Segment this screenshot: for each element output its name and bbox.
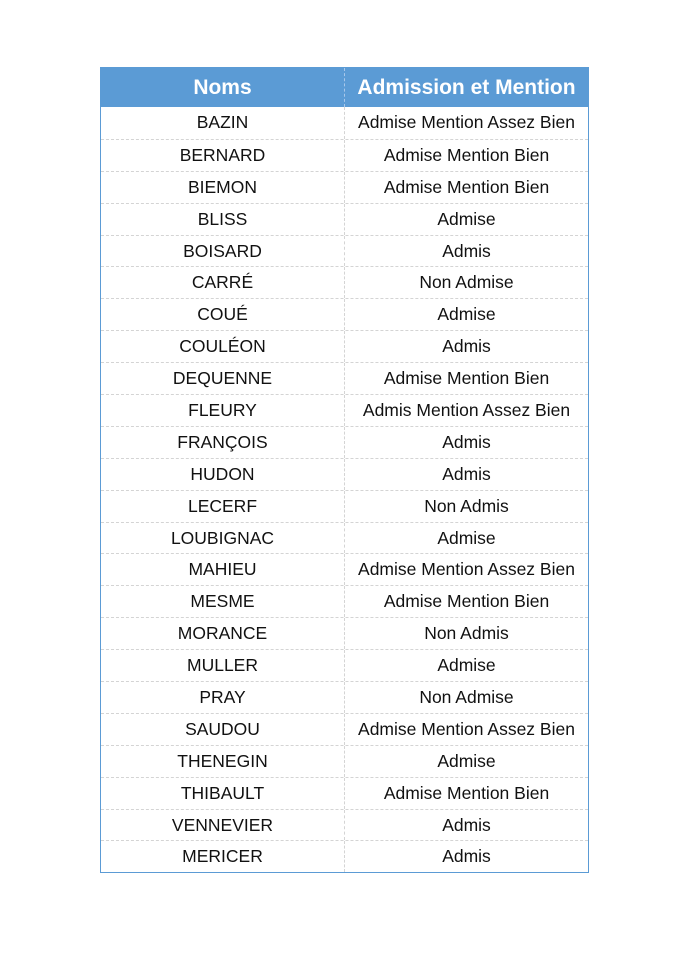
table-row — [101, 745, 588, 777]
student-name-cell: BERNARD — [101, 140, 345, 171]
student-name-cell: BAZIN — [101, 107, 345, 139]
admission-status-cell: Non Admis — [424, 495, 509, 516]
admission-status-cell: Admis — [442, 336, 491, 357]
table-row — [101, 298, 588, 330]
student-name-cell: CARRÉ — [101, 267, 345, 298]
table-row — [101, 490, 588, 522]
admission-status-cell: Admis — [442, 431, 491, 452]
student-name-cell: THENEGIN — [101, 746, 345, 777]
student-name-cell: MERICER — [101, 841, 345, 872]
student-name-cell: LOUBIGNAC — [101, 523, 345, 554]
student-name-cell: COULÉON — [101, 331, 345, 362]
table-row — [101, 458, 588, 490]
column-header-names: Noms — [101, 68, 345, 107]
student-name-cell: BIEMON — [101, 172, 345, 203]
student-name-cell: MULLER — [101, 650, 345, 681]
table-row — [101, 394, 588, 426]
table-row — [101, 235, 588, 267]
admission-status-cell: Admise Mention Bien — [383, 176, 550, 197]
table-row — [101, 107, 588, 139]
admission-status-cell: Admis Mention Assez Bien — [362, 399, 571, 420]
admission-status-cell: Non Admise — [419, 272, 514, 293]
table-row — [101, 426, 588, 458]
admission-status-cell: Non Admis — [424, 623, 509, 644]
student-name-cell: BOISARD — [101, 236, 345, 267]
table-row — [101, 553, 588, 585]
table-row — [101, 330, 588, 362]
student-name-cell: DEQUENNE — [101, 363, 345, 394]
student-name-cell: BLISS — [101, 204, 345, 235]
table-row — [101, 809, 588, 841]
admission-status-cell: Admise Mention Bien — [383, 368, 550, 389]
student-name-cell: MORANCE — [101, 618, 345, 649]
admission-status-cell: Admise — [437, 527, 496, 548]
column-header-admission: Admission et Mention — [357, 75, 576, 99]
table-row — [101, 681, 588, 713]
table-row — [101, 362, 588, 394]
table-row — [101, 649, 588, 681]
admission-status-cell: Non Admise — [419, 686, 514, 707]
admission-status-cell: Admise Mention Bien — [383, 144, 550, 165]
student-name-cell: FRANÇOIS — [101, 427, 345, 458]
results-table — [100, 67, 589, 873]
table-row — [101, 585, 588, 617]
table-row — [101, 777, 588, 809]
admission-status-cell: Admis — [442, 846, 491, 867]
admission-status-cell: Admis — [442, 814, 491, 835]
table-row — [101, 203, 588, 235]
admission-status-cell: Admise — [437, 750, 496, 771]
student-name-cell: LECERF — [101, 491, 345, 522]
student-name-cell: VENNEVIER — [101, 810, 345, 841]
table-row — [101, 171, 588, 203]
table-body — [101, 107, 588, 872]
admission-status-cell: Admise Mention Assez Bien — [358, 112, 575, 133]
table-row — [101, 139, 588, 171]
table-header-row — [101, 68, 588, 107]
table-row — [101, 840, 588, 872]
admission-status-cell: Admis — [442, 463, 491, 484]
admission-status-cell: Admis — [442, 240, 491, 261]
admission-status-cell: Admise — [437, 655, 496, 676]
student-name-cell: THIBAULT — [101, 778, 345, 809]
admission-status-cell: Admise — [437, 208, 496, 229]
admission-status-cell: Admise Mention Assez Bien — [358, 559, 575, 580]
student-name-cell: PRAY — [101, 682, 345, 713]
admission-status-cell: Admise Mention Bien — [383, 782, 550, 803]
student-name-cell: FLEURY — [101, 395, 345, 426]
admission-status-cell: Admise Mention Assez Bien — [358, 718, 575, 739]
table-row — [101, 713, 588, 745]
student-name-cell: HUDON — [101, 459, 345, 490]
student-name-cell: SAUDOU — [101, 714, 345, 745]
student-name-cell: MAHIEU — [101, 554, 345, 585]
admission-status-cell: Admise Mention Bien — [383, 591, 550, 612]
table-row — [101, 522, 588, 554]
table-row — [101, 266, 588, 298]
admission-status-cell: Admise — [437, 304, 496, 325]
student-name-cell: COUÉ — [101, 299, 345, 330]
table-row — [101, 617, 588, 649]
student-name-cell: MESME — [101, 586, 345, 617]
